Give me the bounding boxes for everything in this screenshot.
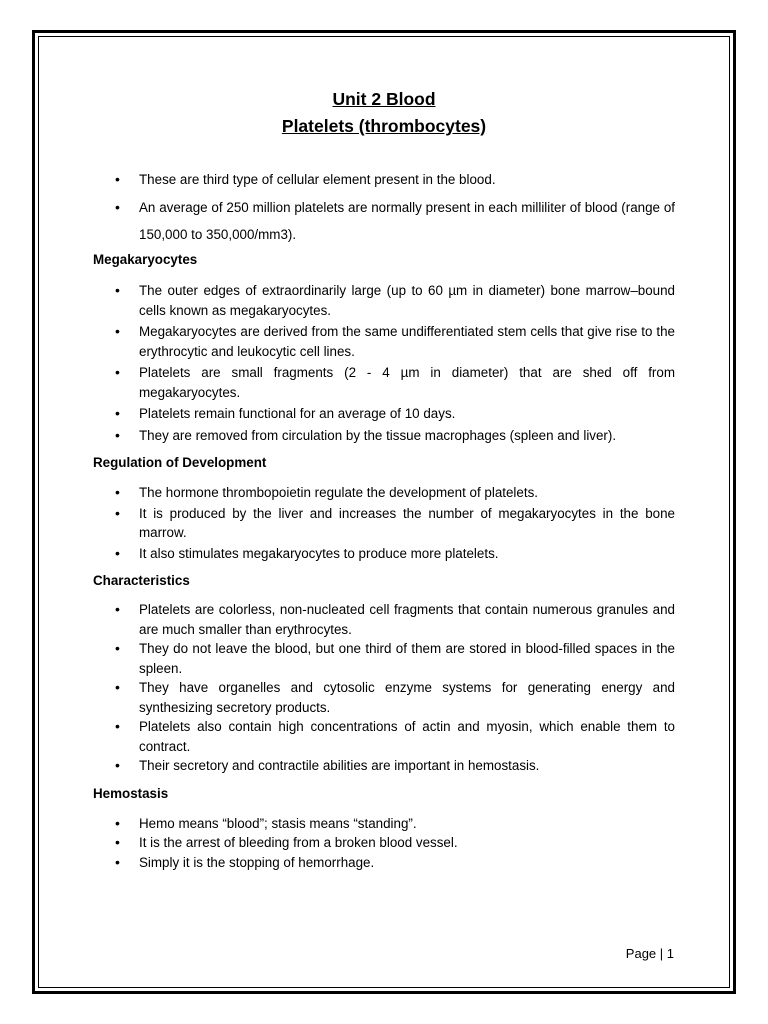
list-item: • An average of 250 million platelets are normally present in each milliliter of blood (range of 150,000 to 350,000/mm3).	[93, 194, 675, 248]
hemostasis-list	[93, 814, 675, 873]
section-heading-megakaryocytes: Megakaryocytes	[93, 252, 198, 267]
list-item: • They have organelles and cytosolic enzyme systems for generating energy and synthesizing secretory products.	[93, 678, 675, 717]
list-item: • Platelets are colorless, non-nucleated cell fragments that contain numerous granules and are much smaller than erythrocytes.	[93, 600, 675, 639]
section-heading-regulation: Regulation of Development	[93, 455, 267, 470]
list-item: • Their secretory and contractile abilities are important in hemostasis.	[93, 756, 675, 776]
regulation-list	[93, 483, 675, 563]
document-subtitle: Platelets (thrombocytes)	[281, 116, 487, 136]
list-item: • They do not leave the blood, but one third of them are stored in blood-filled spaces in the spleen.	[93, 639, 675, 678]
list-item: • It is the arrest of bleeding from a broken blood vessel.	[93, 833, 675, 853]
list-item: • Platelets remain functional for an average of 10 days.	[93, 404, 675, 424]
megakaryocytes-list	[93, 281, 675, 445]
list-item: • Platelets also contain high concentrations of actin and myosin, which enable them to contract.	[93, 717, 675, 756]
characteristics-list	[93, 600, 675, 776]
title-block	[93, 86, 675, 140]
list-item: • Platelets are small fragments (2 - 4 µm in diameter) that are shed off from megakaryocytes.	[93, 363, 675, 402]
document-body	[93, 86, 675, 872]
section-heading-characteristics: Characteristics	[93, 573, 190, 588]
list-item: • Megakaryocytes are derived from the same undifferentiated stem cells that give rise to the erythrocytic and leukocytic cell lines.	[93, 322, 675, 361]
list-item: • These are third type of cellular element present in the blood.	[93, 166, 675, 193]
list-item: • They are removed from circulation by the tissue macrophages (spleen and liver).	[93, 426, 675, 446]
list-item: • The hormone thrombopoietin regulate the development of platelets.	[93, 483, 675, 503]
section-heading-hemostasis: Hemostasis	[93, 785, 169, 801]
list-item: • It is produced by the liver and increases the number of megakaryocytes in the bone marrow.	[93, 504, 675, 543]
list-item: • Hemo means “blood”; stasis means “standing”.	[93, 814, 675, 834]
list-item: • It also stimulates megakaryocytes to produce more platelets.	[93, 544, 675, 564]
list-item: • Simply it is the stopping of hemorrhage.	[93, 853, 675, 873]
list-item: • The outer edges of extraordinarily large (up to 60 µm in diameter) bone marrow–bound cells known as megakaryocytes.	[93, 281, 675, 320]
document-title: Unit 2 Blood	[332, 89, 436, 109]
page-number: Page | 1	[625, 946, 674, 961]
intro-list	[93, 166, 675, 248]
